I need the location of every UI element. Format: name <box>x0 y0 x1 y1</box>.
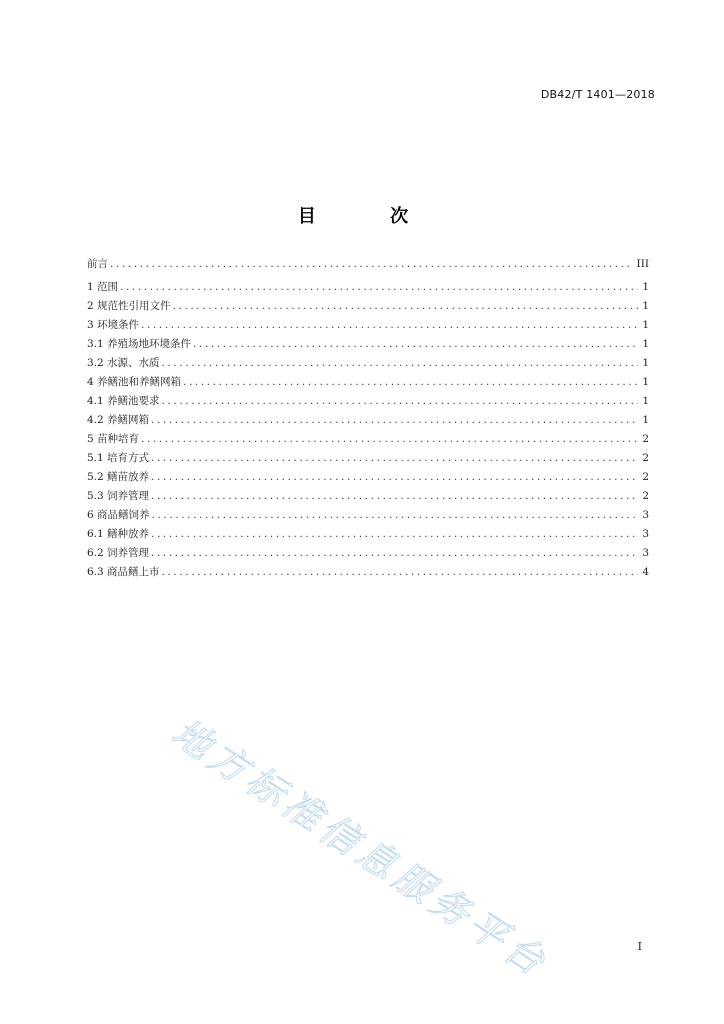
toc-entry-page: 4 <box>642 566 649 578</box>
standard-code: DB42/T 1401—2018 <box>540 88 655 101</box>
toc-leader-dots <box>151 547 638 559</box>
toc-entry-label: 3.1 养殖场地环境条件 <box>87 338 192 350</box>
toc-entry[interactable] <box>87 507 649 526</box>
toc-entry-page: 2 <box>642 452 649 464</box>
toc-entry[interactable] <box>87 564 649 583</box>
toc-entry[interactable] <box>87 393 649 412</box>
toc-leader-dots <box>162 566 639 578</box>
toc-entry[interactable] <box>87 431 649 450</box>
toc-entry-page: 1 <box>642 357 649 369</box>
toc-entry-page: 1 <box>642 376 649 388</box>
toc-entry-label: 3.2 水源、水质 <box>87 357 160 369</box>
toc-leader-dots <box>162 395 639 407</box>
toc-entry[interactable] <box>87 298 649 317</box>
toc-entry-page: 1 <box>642 300 649 312</box>
toc-entry-label: 5.3 饲养管理 <box>87 490 150 502</box>
toc-entry-page: 3 <box>642 509 649 521</box>
toc-leader-dots <box>151 490 638 502</box>
toc-leader-dots <box>141 433 638 445</box>
toc-entry[interactable] <box>87 355 649 374</box>
toc-entry-page: 2 <box>642 490 649 502</box>
toc-entry[interactable] <box>87 450 649 469</box>
watermark: 地方标准信息服务平台 <box>164 709 558 987</box>
toc-entry[interactable] <box>87 545 649 564</box>
toc-entry-label: 5.1 培育方式 <box>87 452 150 464</box>
page-number: I <box>637 940 642 953</box>
toc-entry-label: 4 养鳝池和养鳝网箱 <box>87 376 182 388</box>
toc-entry-label: 6.2 饲养管理 <box>87 547 150 559</box>
toc-entry-page: III <box>636 258 649 270</box>
toc-entry-label: 4.2 养鳝网箱 <box>87 414 150 426</box>
toc-entry-label: 3 环境条件 <box>87 319 140 331</box>
toc-leader-dots <box>151 414 638 426</box>
toc-entry-page: 1 <box>642 281 649 293</box>
toc-entry[interactable] <box>87 412 649 431</box>
toc-leader-dots <box>110 258 633 270</box>
toc-entry[interactable] <box>87 469 649 488</box>
toc-leader-dots <box>162 357 639 369</box>
toc-leader-dots <box>120 281 638 293</box>
toc-leader-dots <box>193 338 638 350</box>
toc-leader-dots <box>151 452 638 464</box>
toc-entry[interactable] <box>87 526 649 545</box>
toc-entry-page: 1 <box>642 414 649 426</box>
toc-entry-page: 1 <box>642 395 649 407</box>
toc-leader-dots <box>173 300 639 312</box>
toc-entry-label: 6.1 鳝种放养 <box>87 528 150 540</box>
toc-entry-label: 4.1 养鳝池要求 <box>87 395 160 407</box>
toc-leader-dots <box>183 376 638 388</box>
toc-entry[interactable] <box>87 256 649 279</box>
toc-entry-page: 1 <box>642 338 649 350</box>
toc-entry-label: 6.3 商品鳝上市 <box>87 566 160 578</box>
toc-entry-label: 5.2 鳝苗放养 <box>87 471 150 483</box>
table-of-contents <box>87 256 649 583</box>
toc-entry-page: 1 <box>642 319 649 331</box>
toc-entry-label: 5 苗种培育 <box>87 433 140 445</box>
toc-entry-label: 2 规范性引用文件 <box>87 300 171 312</box>
toc-entry[interactable] <box>87 279 649 298</box>
toc-entry[interactable] <box>87 374 649 393</box>
toc-entry[interactable] <box>87 336 649 355</box>
toc-entry-page: 3 <box>642 528 649 540</box>
toc-title: 目 次 <box>297 206 443 227</box>
toc-leader-dots <box>152 509 639 521</box>
toc-entry[interactable] <box>87 488 649 507</box>
toc-leader-dots <box>151 471 638 483</box>
toc-entry-label: 1 范围 <box>87 281 119 293</box>
toc-entry-label: 前言 <box>87 258 108 270</box>
toc-entry-page: 2 <box>642 433 649 445</box>
toc-entry-page: 2 <box>642 471 649 483</box>
toc-entry-page: 3 <box>642 547 649 559</box>
toc-leader-dots <box>151 528 638 540</box>
toc-leader-dots <box>141 319 638 331</box>
toc-entry-label: 6 商品鳝饲养 <box>87 509 150 521</box>
toc-entry[interactable] <box>87 317 649 336</box>
